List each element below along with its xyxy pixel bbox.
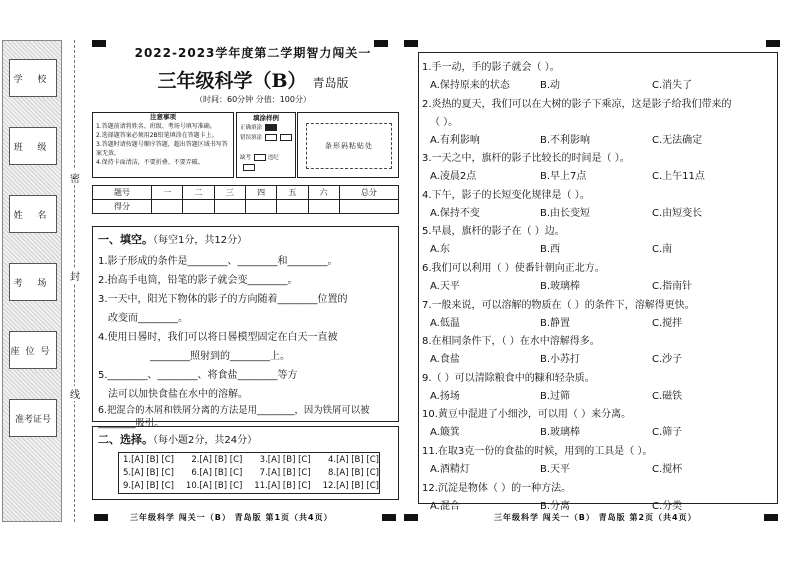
right-page-frame xyxy=(418,52,778,504)
answer-grid xyxy=(118,452,380,494)
barcode-area xyxy=(297,112,399,178)
name-field[interactable]: 姓 名 xyxy=(9,195,57,233)
score-header-cell: 二 xyxy=(183,186,214,200)
alignment-marker xyxy=(766,40,780,47)
binding-strip xyxy=(2,40,62,522)
correct-fill-row: 正确填涂 xyxy=(240,123,292,133)
choice-option[interactable]: C.沙子 xyxy=(652,354,683,366)
score-cell[interactable] xyxy=(214,200,245,214)
choice-option[interactable]: B.西 xyxy=(540,244,561,256)
answer-choice[interactable]: 5.[A] [B] [C] xyxy=(123,468,174,478)
choice-option[interactable]: B.动 xyxy=(540,80,561,91)
alignment-marker xyxy=(764,514,778,521)
answer-choice[interactable]: 9.[A] [B] [C] xyxy=(123,481,174,491)
choice-option[interactable]: A.混合 xyxy=(430,500,460,512)
choice-option[interactable]: C.指南针 xyxy=(652,281,693,292)
section2-title: 二、选择。（每小题2分，共24分） xyxy=(98,433,258,446)
answer-choice[interactable]: 3.[A] [B] [C] xyxy=(259,455,311,465)
notice-item: 1.答题前请将姓名、班级、考场号填写准确。 xyxy=(96,123,216,130)
violation-checkbox[interactable] xyxy=(243,164,255,171)
choice-option[interactable]: B.天平 xyxy=(540,464,571,475)
seat-number-field[interactable]: 座位号 xyxy=(9,331,57,369)
choice-option[interactable]: A.天平 xyxy=(430,281,460,292)
class-field[interactable]: 班 级 xyxy=(9,127,57,165)
absent-row: 缺考 违纪 xyxy=(240,153,292,173)
choice-question: 1.手一动，手的影子就会（ ）。 xyxy=(422,62,560,73)
alignment-marker xyxy=(94,514,108,521)
fill-question: 5.________、________、将食盐________等方 xyxy=(98,370,298,381)
choice-option[interactable]: A.扬场 xyxy=(430,390,460,402)
answer-choice[interactable]: 7.[A] [B] [C] xyxy=(259,468,311,478)
choice-question: 7.一般来说，可以溶解的物质在（ ）的条件下，溶解得更快。 xyxy=(422,299,695,311)
choice-option[interactable]: A.保持原来的状态 xyxy=(430,80,510,91)
choice-option[interactable]: A.食盐 xyxy=(430,354,460,366)
score-header-cell: 三 xyxy=(214,186,245,200)
answer-row xyxy=(123,481,379,491)
choice-question: 2.炎热的夏天，我们可以在大树的影子下乘凉，这是影子给我们带来的 xyxy=(422,98,732,110)
choice-option[interactable]: A.有利影响 xyxy=(430,134,480,146)
fill-guide-title: 填涂样例 xyxy=(253,114,279,122)
choice-option[interactable]: C.无法确定 xyxy=(652,134,703,146)
fill-question: 2.抬高手电筒，铅笔的影子就会变________。 xyxy=(98,275,298,286)
choice-option[interactable]: B.由长变短 xyxy=(540,207,591,219)
score-header-cell: 五 xyxy=(277,186,308,200)
choice-option[interactable]: B.玻璃棒 xyxy=(540,427,581,439)
score-row xyxy=(93,200,399,214)
choice-option[interactable]: B.玻璃棒 xyxy=(540,281,581,292)
score-header-cell: 总分 xyxy=(339,186,398,200)
fill-question: 4.使用日晷时，我们可以将日晷模型固定在白天一直被 xyxy=(98,332,338,343)
choice-option[interactable]: A.保持不变 xyxy=(430,207,480,219)
choice-option[interactable]: A.凌晨2点 xyxy=(430,171,477,183)
fill-question: 改变而________。 xyxy=(108,313,188,324)
page-footer-left: 三年级科学 闯关一（B） 青岛版 第1页（共4页） xyxy=(130,513,333,522)
score-table xyxy=(92,185,399,214)
fill-question: ________照射到的________上。 xyxy=(150,351,290,362)
answer-choice[interactable]: 10.[A] [B] [C] xyxy=(185,481,243,491)
absent-checkbox[interactable] xyxy=(254,154,266,161)
subject-title: 三年级科学（B） 青岛版 xyxy=(157,70,349,92)
seal-mark: 线 xyxy=(70,386,80,401)
choice-question: 5.早晨，旗杆的影子在（ ）边。 xyxy=(422,226,565,238)
choice-option[interactable]: C.消失了 xyxy=(652,80,693,91)
choice-option[interactable]: C.筛子 xyxy=(652,427,683,439)
notice-item: 4.保持卡面清洁，不要折叠、不要弄破。 xyxy=(96,159,204,166)
score-cell[interactable] xyxy=(183,200,214,214)
seal-mark: 密 xyxy=(70,170,80,185)
wrong-fill-row: 错误填涂 xyxy=(240,133,292,143)
answer-choice[interactable]: 11.[A] [B] [C] xyxy=(254,481,311,491)
choice-option[interactable]: B.小苏打 xyxy=(540,354,581,366)
answer-choice[interactable]: 4.[A] [B] [C] xyxy=(327,455,379,465)
choice-question: 12.沉淀是物体（ ）的一种方法。 xyxy=(422,482,572,494)
answer-choice[interactable]: 1.[A] [B] [C] xyxy=(123,455,174,465)
choice-option[interactable]: B.过筛 xyxy=(540,390,571,402)
empty-swatch-icon xyxy=(280,134,292,141)
choice-option[interactable]: A.酒精灯 xyxy=(430,464,470,475)
choice-question: 8.在相同条件下，（ ）在水中溶解得多。 xyxy=(422,336,600,348)
score-cell[interactable] xyxy=(152,200,183,214)
alignment-marker xyxy=(404,514,418,521)
choice-question: 3.一天之中，旗杆的影子比较长的时间是（ ）。 xyxy=(422,153,630,165)
score-header-cell: 四 xyxy=(245,186,276,200)
answer-row xyxy=(123,468,379,478)
notice-item: 2.选择题答案必须用2B铅笔填涂在答题卡上。 xyxy=(96,132,218,139)
empty-swatch-icon xyxy=(265,134,277,141)
choice-option[interactable]: C.搅杯 xyxy=(652,464,683,475)
answer-choice[interactable]: 6.[A] [B] [C] xyxy=(191,468,243,478)
fill-question: 6.把混合的木屑和铁屑分离的方法是用________，因为铁屑可以被________吸引。 xyxy=(98,405,370,429)
choice-option[interactable]: B.分离 xyxy=(540,500,571,512)
choice-option[interactable]: B.静置 xyxy=(540,317,571,329)
section1-title: 一、填空。（每空1分，共12分） xyxy=(98,233,248,246)
score-header-row xyxy=(93,186,399,200)
choice-question: 11.在取3克一份的食盐的时候，用到的工具是（ ）。 xyxy=(422,446,653,457)
alignment-marker xyxy=(382,514,396,521)
score-header-cell: 一 xyxy=(152,186,183,200)
score-header-cell: 题号 xyxy=(93,186,152,200)
notice-title: 注意事项 xyxy=(150,113,176,121)
fill-question: 1.影子形成的条件是________、________和________。 xyxy=(98,256,338,267)
answer-row xyxy=(123,455,379,465)
score-cell[interactable] xyxy=(277,200,308,214)
choice-question: 6.我们可以利用（ ）使番针朝向正北方。 xyxy=(422,263,605,274)
choice-option[interactable]: C.南 xyxy=(652,244,673,256)
alignment-marker xyxy=(92,40,106,47)
choice-option[interactable]: C.磁铁 xyxy=(652,390,683,402)
choice-question: 10.黄豆中混进了小细沙，可以用（ ）来分离。 xyxy=(422,409,632,421)
choice-option[interactable]: A.东 xyxy=(430,244,450,256)
choice-question: 9.（ ）可以清除粮食中的糠和轻杂质。 xyxy=(422,372,595,384)
choice-option[interactable]: C.上午11点 xyxy=(652,171,705,183)
score-header-cell: 六 xyxy=(308,186,339,200)
answer-choice[interactable]: 12.[A] [B] [C] xyxy=(322,481,379,491)
barcode-placeholder: 条形码粘贴处 xyxy=(306,123,392,169)
seal-mark: 封 xyxy=(70,268,80,283)
fill-question: 法可以加快食盐在水中的溶解。 xyxy=(108,389,248,400)
score-cell[interactable] xyxy=(308,200,339,214)
choice-question-cont: （ ）。 xyxy=(430,116,459,128)
choice-option[interactable]: B.不利影响 xyxy=(540,134,591,146)
answer-choice[interactable]: 8.[A] [B] [C] xyxy=(327,468,379,478)
fill-question: 3.一天中，阳光下物体的影子的方向随着________位置的 xyxy=(98,294,348,305)
year-title: 2022-2023学年度第二学期智力闯关一 xyxy=(134,46,372,60)
notice-item: 3.答题时请按题号顺序答题，超出答题区域书写答案无效。 xyxy=(96,141,228,157)
alignment-marker xyxy=(404,40,418,47)
exam-number-field[interactable]: 准考证号 xyxy=(9,399,57,437)
choice-option[interactable]: A.簸箕 xyxy=(430,427,460,439)
choice-option[interactable]: A.低温 xyxy=(430,317,460,329)
edition-label: 青岛版 xyxy=(312,76,349,90)
page-footer-right: 三年级科学 闯关一（B） 青岛版 第2页（共4页） xyxy=(494,513,697,522)
choice-option[interactable]: C.搅拌 xyxy=(652,317,683,329)
notice-box xyxy=(92,112,234,178)
exam-room-field[interactable]: 考 场 xyxy=(9,263,57,301)
score-cell[interactable] xyxy=(245,200,276,214)
filled-swatch-icon xyxy=(265,124,277,131)
choice-option[interactable]: B.早上7点 xyxy=(540,171,587,183)
choice-question: 4.下午，影子的长短变化规律是（ ）。 xyxy=(422,189,590,201)
score-cell[interactable] xyxy=(339,200,398,214)
choice-option[interactable]: C.分类 xyxy=(652,500,683,512)
score-row-label: 得分 xyxy=(93,200,152,214)
answer-choice[interactable]: 2.[A] [B] [C] xyxy=(191,455,243,465)
fill-guide-box xyxy=(236,112,296,178)
time-score-info: （时间：60分钟 分值：100分） xyxy=(195,95,311,104)
choice-option[interactable]: C.由短变长 xyxy=(652,207,703,219)
school-field[interactable]: 学 校 xyxy=(9,59,57,97)
